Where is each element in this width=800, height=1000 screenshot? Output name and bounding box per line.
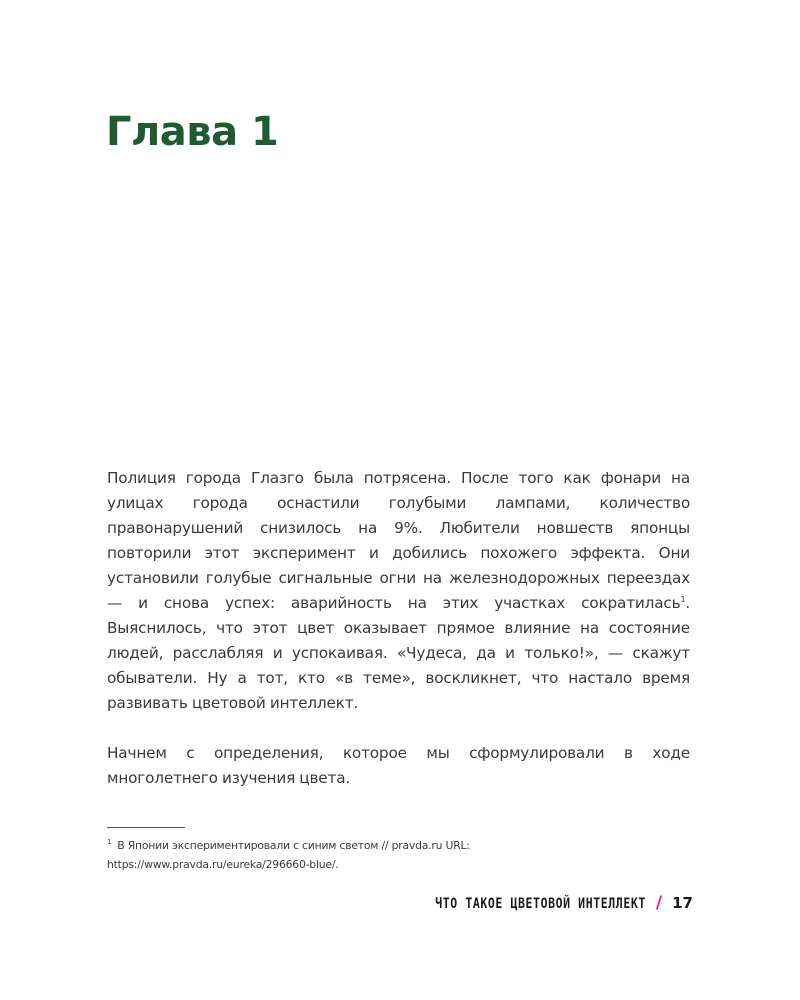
running-footer	[435, 893, 693, 913]
page-number: 17	[672, 894, 693, 912]
body-text	[107, 466, 690, 791]
footer-slash-separator: /	[655, 893, 663, 913]
paragraph-1-text-end: . Выяснилось, что этот цвет оказывает прямое влияние на состояние людей, расслабляя и успокаивая. «Чудеса, да и только!», — скажут обыватели. Ну а тот, кто «в теме», воскликнет, что настало время развивать цветовой интеллект.	[107, 594, 690, 712]
footnote-number: 1	[107, 838, 112, 847]
paragraph-2: Начнем с определения, которое мы сформулировали в ходе многолетнего изучения цвета.	[107, 744, 690, 787]
paragraph-1	[107, 466, 690, 716]
footer-section-title: ЧТО ТАКОЕ ЦВЕТОВОЙ ИНТЕЛЛЕКТ	[435, 894, 646, 912]
paragraph-1-text-start: Полиция города Глазго была потрясена. После того как фонари на улицах города оснастили голубыми лампами, количество правонарушений снизилось на 9%. Любители новшеств японцы повторили этот эксперимент и добились похожего эффекта. Они установили голубые сигнальные огни на железнодорожных переездах — и снова успех: аварийность на этих участках сократилась	[107, 469, 690, 612]
chapter-title: Глава 1	[106, 109, 279, 155]
footnote-reference: 1	[680, 594, 686, 604]
footnote-text: В Японии экспериментировали с синим светом // pravda.ru URL: https://www.pravda.ru/eureka/296660-blue/.	[107, 839, 470, 871]
footnote	[107, 836, 647, 874]
footnote-divider	[107, 827, 185, 828]
